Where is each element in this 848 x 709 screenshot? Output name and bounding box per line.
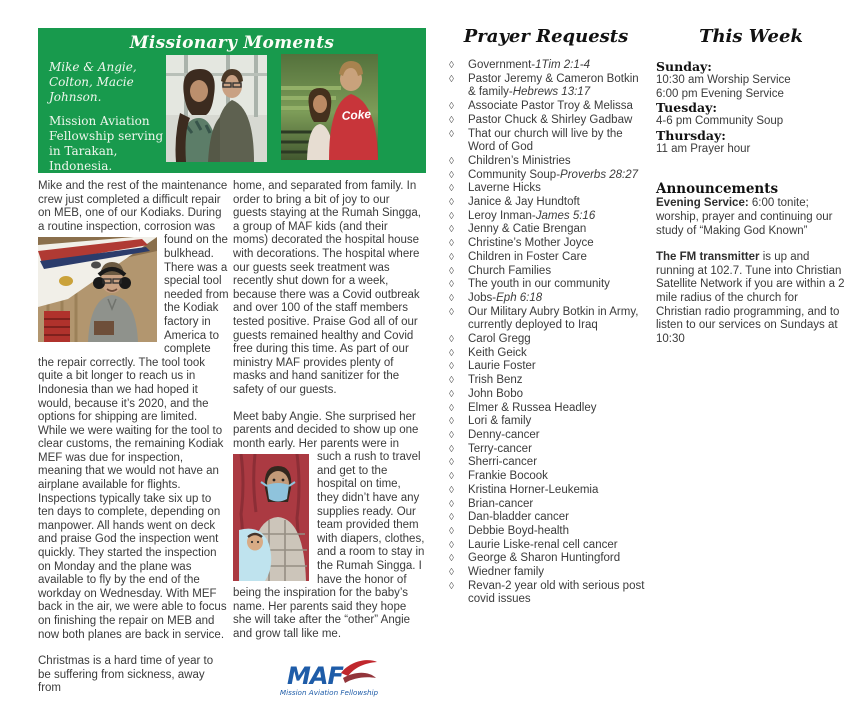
maf-logo-text: MAF — [287, 661, 343, 690]
prayer-item: ◊ Lori & family — [445, 415, 647, 429]
prayer-item: ◊ Laurie Liske-renal cell cancer — [445, 539, 647, 553]
article-text: Meet baby Angie. She surprised her parents and decided to show up one month early. Her parents were in such a rush to — [233, 410, 419, 464]
prayer-item: ◊ Children’s Ministries — [445, 155, 647, 169]
prayer-item: ◊ Debbie Boyd-health — [445, 525, 647, 539]
missionary-moments-title: Missionary Moments — [129, 33, 335, 53]
this-week-section — [656, 26, 846, 359]
prayer-item: ◊ Elmer & Russea Headley — [445, 402, 647, 416]
kids-photo — [281, 54, 378, 160]
announcement: Evening Service: 6:00 tonite; worship, prayer and continuing our study of “Making God Known” — [656, 197, 833, 237]
schedule-day: Tuesday: — [656, 100, 717, 116]
schedule-event: 6:00 pm Evening Service — [656, 87, 784, 100]
prayer-item: ◊ Sherri-cancer — [445, 456, 647, 470]
prayer-requests-section — [445, 26, 647, 607]
prayer-item: ◊ Frankie Bocook — [445, 470, 647, 484]
announcement: The FM transmitter is up and running at 102.7. Tune into Christian Satellite Network if you are within a 2 mile radius of the church for Christian radio programming, and to listen to our services on Sundays at 10:30 — [656, 251, 845, 345]
couple-photo — [166, 55, 267, 162]
prayer-requests-title: Prayer Requests — [463, 26, 629, 47]
announcements-title: Announcements — [656, 181, 779, 198]
schedule-day: Sunday: — [656, 59, 712, 74]
prayer-item: ◊ Trish Benz — [445, 374, 647, 388]
article-paragraph-1 — [38, 180, 229, 642]
missionary-family-names: Mike & Angie, Colton, Macie Johnson. — [49, 60, 137, 104]
prayer-item: ◊ Jenny & Catie Brengan — [445, 223, 647, 237]
prayer-item: ◊ The youth in our community — [445, 278, 647, 292]
article-column-1 — [38, 180, 229, 709]
article-paragraph-2: Christmas is a hard time of year to be suffering from sickness, away from — [38, 655, 214, 695]
prayer-item: ◊ Leroy Inman-James 5:16 — [445, 210, 647, 224]
schedule-event: 11 am Prayer hour — [656, 142, 751, 155]
prayer-item: ◊ That our church will live by the Word of God — [445, 128, 647, 155]
prayer-item: ◊ Carol Gregg — [445, 333, 647, 347]
missionary-location: Mission Aviation Fellowship serving in Tarakan, Indonesia. — [49, 114, 164, 173]
prayer-list — [445, 59, 647, 607]
prayer-item: ◊ Laurie Foster — [445, 360, 647, 374]
maf-logo-subtitle: Mission Aviation Fellowship — [279, 687, 379, 697]
this-week-title: This Week — [699, 26, 803, 47]
schedule-event: 4-6 pm Community Soup — [656, 115, 784, 128]
article-text: Mike and the rest of the maintenance crew just completed a difficult repair on MEB, one of our Kodiaks. During a routine inspection, corrosion was found on — [38, 180, 228, 247]
prayer-item: ◊ John Bobo — [445, 388, 647, 402]
announcement-list — [656, 197, 846, 346]
prayer-item: ◊ Pastor Jeremy & Cameron Botkin & family-Hebrews 13:17 — [445, 73, 647, 100]
schedule-event: 10:30 am Worship Service — [656, 74, 791, 86]
prayer-item: ◊ George & Sharon Huntingford — [445, 552, 647, 566]
prayer-item: ◊ Dan-bladder cancer — [445, 511, 647, 525]
article-text: travel and get to the hospital on time, they didn’t have any supplies ready. Our team provided them with diapers, clothes, and a room to stay in the Rumah Singga. I have the honor of being the inspiration for the baby’s name. Her parents said they hope she will take after the “other” Angie and grow tall like me. — [233, 451, 425, 640]
prayer-item: ◊ Christine’s Mother Joyce — [445, 237, 647, 251]
baby-photo — [233, 454, 309, 581]
article-paragraph-4 — [233, 411, 425, 642]
prayer-item: ◊ Our Military Aubry Botkin in Army, currently deployed to Iraq — [445, 306, 647, 333]
prayer-item: ◊ Laverne Hicks — [445, 182, 647, 196]
prayer-item: ◊ Jobs-Eph 6:18 — [445, 292, 647, 306]
svg-text:Coke: Coke — [341, 106, 372, 123]
prayer-item: ◊ Pastor Chuck & Shirley Gadbaw — [445, 114, 647, 128]
announcements-section — [656, 181, 846, 346]
missionary-moments-header — [38, 28, 426, 173]
prayer-item: ◊ Government-1Tim 2:1-4 — [445, 59, 647, 73]
prayer-item: ◊ Kristina Horner-Leukemia — [445, 484, 647, 498]
prayer-item: ◊ Children in Foster Care — [445, 251, 647, 265]
article-column-2 — [233, 180, 425, 702]
prayer-item: ◊ Revan-2 year old with serious post covid issues — [445, 580, 647, 607]
article-paragraph-3: home, and separated from family. In order to bring a bit of joy to our guests staying at the Rumah Singga, a group of MAF kids (and their moms) decorated the hospital house with decorations. The hospital where our guests seek treatment was recently shut down for a week, because there was a Covid outbreak and over 100 of the staff members tested positive. Praise God all of our guests remained healthy and Covid free during this time. As part of our ministry MAF provides plenty of masks and hand sanitizer for the safety of our guests. — [233, 180, 421, 396]
schedule-day: Thursday: — [656, 127, 726, 143]
prayer-item: ◊ Denny-cancer — [445, 429, 647, 443]
hangar-photo — [38, 237, 157, 342]
prayer-item: ◊ Church Families — [445, 265, 647, 279]
prayer-item: ◊ Brian-cancer — [445, 498, 647, 512]
maf-logo-graphic — [277, 658, 381, 698]
prayer-item: ◊ Keith Geick — [445, 347, 647, 361]
missionary-caption — [49, 60, 171, 174]
prayer-item: ◊ Wiedner family — [445, 566, 647, 580]
prayer-item: ◊ Terry-cancer — [445, 443, 647, 457]
schedule — [656, 60, 846, 156]
maf-logo — [233, 658, 425, 703]
prayer-item: ◊ Community Soup-Proverbs 28:27 — [445, 169, 647, 183]
prayer-item: ◊ Janice & Jay Hundtoft — [445, 196, 647, 210]
prayer-item: ◊ Associate Pastor Troy & Melissa — [445, 100, 647, 114]
article-text: the bulkhead. There was a special tool needed from the Kodiak factory in America to complete the repair correctly. The tool took quite a bit longer to reach us in Indonesia than we had hoped it would, because it’s 2020, and the options for shipping are limited. While we were waiting for the tool to clear customs, the remaining Kodiak MEF was due for inspection, meaning that we would not have an airplane available for flights. Inspections typically take six up to ten days to complete, depending on manpower. All hands went on deck and praise God the inspection went quickly. They started the inspection on Monday and the plane was available to fly by the end of the workday on Wednesday. With MEF back in the air, we were able to focus on finishing the repair on MEB and now both planes are back in service. — [38, 234, 229, 641]
